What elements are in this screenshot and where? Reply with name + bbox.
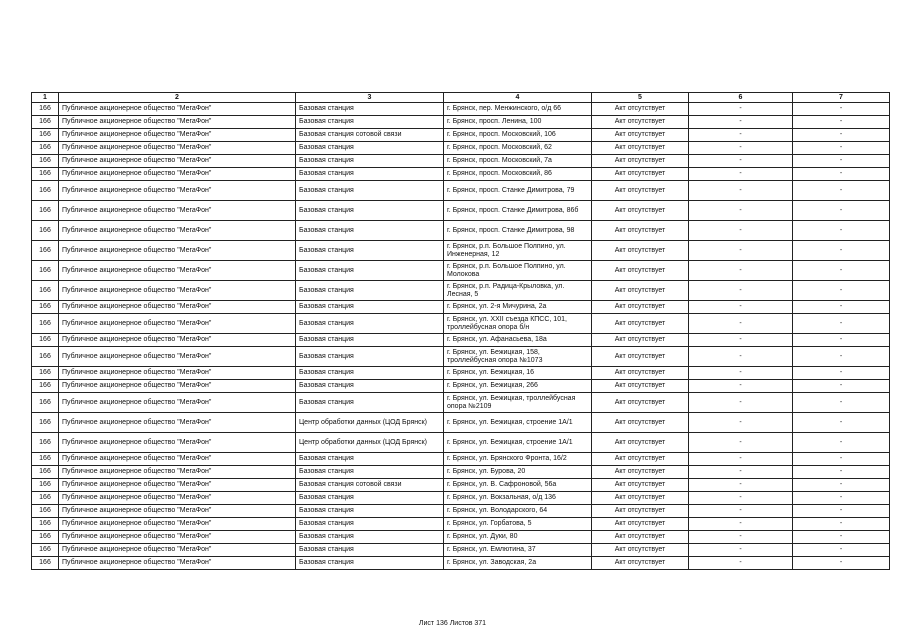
cell-number: 166 — [32, 393, 59, 413]
cell-object-type: Базовая станция — [296, 544, 444, 557]
cell-address: г. Брянск, просп. Станке Димитрова, 86б — [444, 201, 592, 221]
cell-col7: - — [793, 155, 890, 168]
table-row — [32, 380, 890, 393]
cell-address: г. Брянск, просп. Московский, 7а — [444, 155, 592, 168]
cell-col6: - — [689, 557, 793, 570]
cell-address: г. Брянск, ул. Дуки, 80 — [444, 531, 592, 544]
cell-owner: Публичное акционерное общество "МегаФон" — [59, 492, 296, 505]
cell-col7: - — [793, 413, 890, 433]
cell-owner: Публичное акционерное общество "МегаФон" — [59, 116, 296, 129]
cell-col7: - — [793, 314, 890, 334]
cell-act-status: Акт отсутствует — [592, 142, 689, 155]
cell-owner: Публичное акционерное общество "МегаФон" — [59, 505, 296, 518]
cell-act-status: Акт отсутствует — [592, 433, 689, 453]
cell-owner: Публичное акционерное общество "МегаФон" — [59, 518, 296, 531]
cell-address: г. Брянск, ул. В. Сафроновой, 56а — [444, 479, 592, 492]
cell-act-status: Акт отсутствует — [592, 479, 689, 492]
cell-act-status: Акт отсутствует — [592, 221, 689, 241]
table-row — [32, 479, 890, 492]
table-row — [32, 557, 890, 570]
cell-act-status: Акт отсутствует — [592, 466, 689, 479]
cell-act-status: Акт отсутствует — [592, 201, 689, 221]
cell-col7: - — [793, 518, 890, 531]
cell-address: г. Брянск, ул. Бежицкая, троллейбусная опора №2109 — [444, 393, 592, 413]
cell-owner: Публичное акционерное общество "МегаФон" — [59, 347, 296, 367]
table-row — [32, 261, 890, 281]
cell-owner: Публичное акционерное общество "МегаФон" — [59, 479, 296, 492]
table-row — [32, 518, 890, 531]
cell-owner: Публичное акционерное общество "МегаФон" — [59, 221, 296, 241]
table-row — [32, 453, 890, 466]
table-row — [32, 116, 890, 129]
cell-number: 166 — [32, 505, 59, 518]
cell-object-type: Базовая станция — [296, 181, 444, 201]
cell-col6: - — [689, 155, 793, 168]
cell-act-status: Акт отсутствует — [592, 413, 689, 433]
table-row — [32, 155, 890, 168]
cell-number: 166 — [32, 492, 59, 505]
cell-act-status: Акт отсутствует — [592, 314, 689, 334]
cell-object-type: Базовая станция — [296, 531, 444, 544]
cell-col6: - — [689, 103, 793, 116]
cell-address: г. Брянск, пер. Менжинского, о/д 66 — [444, 103, 592, 116]
table-row — [32, 334, 890, 347]
cell-address: г. Брянск, ул. Афанасьева, 18а — [444, 334, 592, 347]
cell-number: 166 — [32, 380, 59, 393]
cell-owner: Публичное акционерное общество "МегаФон" — [59, 314, 296, 334]
cell-act-status: Акт отсутствует — [592, 116, 689, 129]
cell-col6: - — [689, 334, 793, 347]
cell-col7: - — [793, 301, 890, 314]
cell-address: г. Брянск, ул. Заводская, 2а — [444, 557, 592, 570]
cell-act-status: Акт отсутствует — [592, 261, 689, 281]
cell-address: г. Брянск, ул. Бурова, 20 — [444, 466, 592, 479]
cell-owner: Публичное акционерное общество "МегаФон" — [59, 433, 296, 453]
cell-act-status: Акт отсутствует — [592, 168, 689, 181]
cell-number: 166 — [32, 116, 59, 129]
cell-address: г. Брянск, просп. Московский, 86 — [444, 168, 592, 181]
cell-address: г. Брянск, р.п. Большое Полпино, ул. Инженерная, 12 — [444, 241, 592, 261]
cell-act-status: Акт отсутствует — [592, 557, 689, 570]
cell-address: г. Брянск, ул. 2-я Мичурина, 2а — [444, 301, 592, 314]
table-row — [32, 301, 890, 314]
cell-col7: - — [793, 201, 890, 221]
cell-owner: Публичное акционерное общество "МегаФон" — [59, 168, 296, 181]
cell-col6: - — [689, 544, 793, 557]
cell-col7: - — [793, 544, 890, 557]
cell-col7: - — [793, 168, 890, 181]
cell-col6: - — [689, 492, 793, 505]
cell-number: 166 — [32, 314, 59, 334]
cell-number: 166 — [32, 334, 59, 347]
cell-owner: Публичное акционерное общество "МегаФон" — [59, 155, 296, 168]
cell-object-type: Базовая станция — [296, 518, 444, 531]
cell-act-status: Акт отсутствует — [592, 380, 689, 393]
cell-col7: - — [793, 466, 890, 479]
column-header: 1 — [32, 93, 59, 103]
column-header: 5 — [592, 93, 689, 103]
cell-number: 166 — [32, 103, 59, 116]
cell-address: г. Брянск, просп. Московский, 106 — [444, 129, 592, 142]
cell-col7: - — [793, 492, 890, 505]
cell-object-type: Базовая станция — [296, 453, 444, 466]
cell-object-type: Базовая станция — [296, 505, 444, 518]
table-row — [32, 505, 890, 518]
cell-address: г. Брянск, просп. Московский, 62 — [444, 142, 592, 155]
cell-number: 166 — [32, 181, 59, 201]
cell-number: 166 — [32, 531, 59, 544]
cell-number: 166 — [32, 466, 59, 479]
cell-col7: - — [793, 103, 890, 116]
cell-object-type: Базовая станция — [296, 168, 444, 181]
cell-col7: - — [793, 261, 890, 281]
cell-object-type: Центр обработки данных (ЦОД Брянск) — [296, 413, 444, 433]
cell-act-status: Акт отсутствует — [592, 518, 689, 531]
table-row — [32, 201, 890, 221]
cell-owner: Публичное акционерное общество "МегаФон" — [59, 531, 296, 544]
cell-number: 166 — [32, 544, 59, 557]
cell-col6: - — [689, 168, 793, 181]
cell-object-type: Базовая станция — [296, 241, 444, 261]
cell-col7: - — [793, 393, 890, 413]
cell-object-type: Базовая станция — [296, 314, 444, 334]
cell-number: 166 — [32, 557, 59, 570]
cell-address: г. Брянск, ул. Бежицкая, строение 1А/1 — [444, 433, 592, 453]
cell-object-type: Базовая станция — [296, 393, 444, 413]
cell-owner: Публичное акционерное общество "МегаФон" — [59, 281, 296, 301]
cell-object-type: Базовая станция — [296, 201, 444, 221]
table-row — [32, 531, 890, 544]
cell-col6: - — [689, 531, 793, 544]
table-row — [32, 492, 890, 505]
table-row — [32, 466, 890, 479]
cell-object-type: Базовая станция — [296, 142, 444, 155]
cell-col6: - — [689, 281, 793, 301]
table-row — [32, 393, 890, 413]
cell-owner: Публичное акционерное общество "МегаФон" — [59, 201, 296, 221]
cell-owner: Публичное акционерное общество "МегаФон" — [59, 103, 296, 116]
cell-number: 166 — [32, 367, 59, 380]
cell-owner: Публичное акционерное общество "МегаФон" — [59, 241, 296, 261]
cell-col7: - — [793, 531, 890, 544]
cell-act-status: Акт отсутствует — [592, 544, 689, 557]
cell-act-status: Акт отсутствует — [592, 347, 689, 367]
cell-address: г. Брянск, ул. Бежицкая, 158, троллейбусная опора №1073 — [444, 347, 592, 367]
column-header: 2 — [59, 93, 296, 103]
cell-col6: - — [689, 221, 793, 241]
cell-number: 166 — [32, 129, 59, 142]
cell-owner: Публичное акционерное общество "МегаФон" — [59, 301, 296, 314]
cell-object-type: Базовая станция сотовой связи — [296, 129, 444, 142]
cell-object-type: Базовая станция — [296, 116, 444, 129]
column-header: 3 — [296, 93, 444, 103]
cell-object-type: Базовая станция — [296, 155, 444, 168]
cell-address: г. Брянск, ул. Горбатова, 5 — [444, 518, 592, 531]
cell-owner: Публичное акционерное общество "МегаФон" — [59, 413, 296, 433]
table-row — [32, 281, 890, 301]
cell-number: 166 — [32, 347, 59, 367]
cell-owner: Публичное акционерное общество "МегаФон" — [59, 367, 296, 380]
cell-col6: - — [689, 518, 793, 531]
cell-act-status: Акт отсутствует — [592, 531, 689, 544]
table-row — [32, 241, 890, 261]
cell-object-type: Базовая станция — [296, 281, 444, 301]
cell-col6: - — [689, 314, 793, 334]
cell-act-status: Акт отсутствует — [592, 505, 689, 518]
table-row — [32, 367, 890, 380]
cell-col6: - — [689, 142, 793, 155]
cell-object-type: Базовая станция — [296, 492, 444, 505]
cell-object-type: Базовая станция — [296, 103, 444, 116]
cell-col6: - — [689, 505, 793, 518]
cell-col6: - — [689, 367, 793, 380]
registry-table — [31, 92, 890, 570]
cell-col7: - — [793, 479, 890, 492]
cell-address: г. Брянск, ул. Бежицкая, 266 — [444, 380, 592, 393]
cell-number: 166 — [32, 142, 59, 155]
table-row — [32, 168, 890, 181]
cell-col6: - — [689, 479, 793, 492]
cell-col7: - — [793, 142, 890, 155]
cell-owner: Публичное акционерное общество "МегаФон" — [59, 393, 296, 413]
table-row — [32, 181, 890, 201]
cell-col6: - — [689, 413, 793, 433]
table-row — [32, 347, 890, 367]
cell-col7: - — [793, 557, 890, 570]
cell-col6: - — [689, 116, 793, 129]
cell-owner: Публичное акционерное общество "МегаФон" — [59, 557, 296, 570]
table-row — [32, 221, 890, 241]
cell-number: 166 — [32, 261, 59, 281]
cell-col7: - — [793, 241, 890, 261]
cell-col6: - — [689, 380, 793, 393]
table-row — [32, 314, 890, 334]
cell-col6: - — [689, 301, 793, 314]
cell-col7: - — [793, 116, 890, 129]
cell-address: г. Брянск, просп. Станке Димитрова, 79 — [444, 181, 592, 201]
cell-col7: - — [793, 281, 890, 301]
cell-act-status: Акт отсутствует — [592, 129, 689, 142]
cell-col6: - — [689, 466, 793, 479]
cell-act-status: Акт отсутствует — [592, 155, 689, 168]
cell-number: 166 — [32, 301, 59, 314]
cell-col6: - — [689, 261, 793, 281]
table-row — [32, 129, 890, 142]
cell-col7: - — [793, 505, 890, 518]
cell-col7: - — [793, 347, 890, 367]
cell-address: г. Брянск, ул. XXII съезда КПСС, 101, троллейбусная опора б/н — [444, 314, 592, 334]
cell-object-type: Базовая станция — [296, 466, 444, 479]
cell-col6: - — [689, 453, 793, 466]
cell-col7: - — [793, 334, 890, 347]
cell-object-type: Базовая станция сотовой связи — [296, 479, 444, 492]
column-header: 4 — [444, 93, 592, 103]
cell-address: г. Брянск, ул. Брянского Фронта, 16/2 — [444, 453, 592, 466]
cell-address: г. Брянск, просп. Ленина, 100 — [444, 116, 592, 129]
cell-col6: - — [689, 393, 793, 413]
cell-address: г. Брянск, р.п. Радица-Крыловка, ул. Лесная, 5 — [444, 281, 592, 301]
cell-col7: - — [793, 221, 890, 241]
cell-address: г. Брянск, ул. Емлютина, 37 — [444, 544, 592, 557]
cell-number: 166 — [32, 413, 59, 433]
cell-act-status: Акт отсутствует — [592, 334, 689, 347]
cell-col6: - — [689, 129, 793, 142]
cell-act-status: Акт отсутствует — [592, 492, 689, 505]
cell-owner: Публичное акционерное общество "МегаФон" — [59, 544, 296, 557]
cell-object-type: Базовая станция — [296, 557, 444, 570]
cell-col6: - — [689, 433, 793, 453]
cell-owner: Публичное акционерное общество "МегаФон" — [59, 142, 296, 155]
cell-number: 166 — [32, 433, 59, 453]
cell-col7: - — [793, 433, 890, 453]
cell-number: 166 — [32, 281, 59, 301]
cell-object-type: Базовая станция — [296, 347, 444, 367]
cell-owner: Публичное акционерное общество "МегаФон" — [59, 334, 296, 347]
cell-address: г. Брянск, ул. Володарского, 64 — [444, 505, 592, 518]
table-row — [32, 433, 890, 453]
cell-number: 166 — [32, 201, 59, 221]
cell-number: 166 — [32, 221, 59, 241]
cell-act-status: Акт отсутствует — [592, 241, 689, 261]
cell-owner: Публичное акционерное общество "МегаФон" — [59, 466, 296, 479]
cell-owner: Публичное акционерное общество "МегаФон" — [59, 261, 296, 281]
cell-number: 166 — [32, 479, 59, 492]
cell-owner: Публичное акционерное общество "МегаФон" — [59, 181, 296, 201]
cell-number: 166 — [32, 518, 59, 531]
cell-col7: - — [793, 129, 890, 142]
cell-object-type: Базовая станция — [296, 367, 444, 380]
cell-col7: - — [793, 380, 890, 393]
cell-object-type: Базовая станция — [296, 261, 444, 281]
cell-owner: Публичное акционерное общество "МегаФон" — [59, 453, 296, 466]
cell-address: г. Брянск, ул. Бежицкая, 16 — [444, 367, 592, 380]
cell-number: 166 — [32, 453, 59, 466]
cell-col7: - — [793, 453, 890, 466]
cell-act-status: Акт отсутствует — [592, 393, 689, 413]
cell-address: г. Брянск, ул. Вокзальная, о/д 136 — [444, 492, 592, 505]
cell-object-type: Базовая станция — [296, 380, 444, 393]
cell-col6: - — [689, 347, 793, 367]
cell-owner: Публичное акционерное общество "МегаФон" — [59, 380, 296, 393]
header-row — [32, 93, 890, 103]
cell-object-type: Базовая станция — [296, 334, 444, 347]
cell-act-status: Акт отсутствует — [592, 367, 689, 380]
cell-object-type: Центр обработки данных (ЦОД Брянск) — [296, 433, 444, 453]
cell-act-status: Акт отсутствует — [592, 301, 689, 314]
cell-owner: Публичное акционерное общество "МегаФон" — [59, 129, 296, 142]
column-header: 7 — [793, 93, 890, 103]
table-row — [32, 103, 890, 116]
cell-act-status: Акт отсутствует — [592, 103, 689, 116]
cell-object-type: Базовая станция — [296, 221, 444, 241]
cell-act-status: Акт отсутствует — [592, 181, 689, 201]
table-row — [32, 544, 890, 557]
cell-number: 166 — [32, 168, 59, 181]
cell-col6: - — [689, 201, 793, 221]
table-row — [32, 413, 890, 433]
cell-col6: - — [689, 181, 793, 201]
cell-number: 166 — [32, 241, 59, 261]
page-counter: Лист 136 Листов 371 — [418, 620, 487, 627]
cell-address: г. Брянск, просп. Станке Димитрова, 98 — [444, 221, 592, 241]
cell-object-type: Базовая станция — [296, 301, 444, 314]
cell-number: 166 — [32, 155, 59, 168]
cell-act-status: Акт отсутствует — [592, 453, 689, 466]
cell-act-status: Акт отсутствует — [592, 281, 689, 301]
cell-address: г. Брянск, ул. Бежицкая, строение 1А/1 — [444, 413, 592, 433]
cell-col7: - — [793, 181, 890, 201]
column-header: 6 — [689, 93, 793, 103]
cell-col7: - — [793, 367, 890, 380]
cell-address: г. Брянск, р.п. Большое Полпино, ул. Молокова — [444, 261, 592, 281]
table-row — [32, 142, 890, 155]
cell-col6: - — [689, 241, 793, 261]
